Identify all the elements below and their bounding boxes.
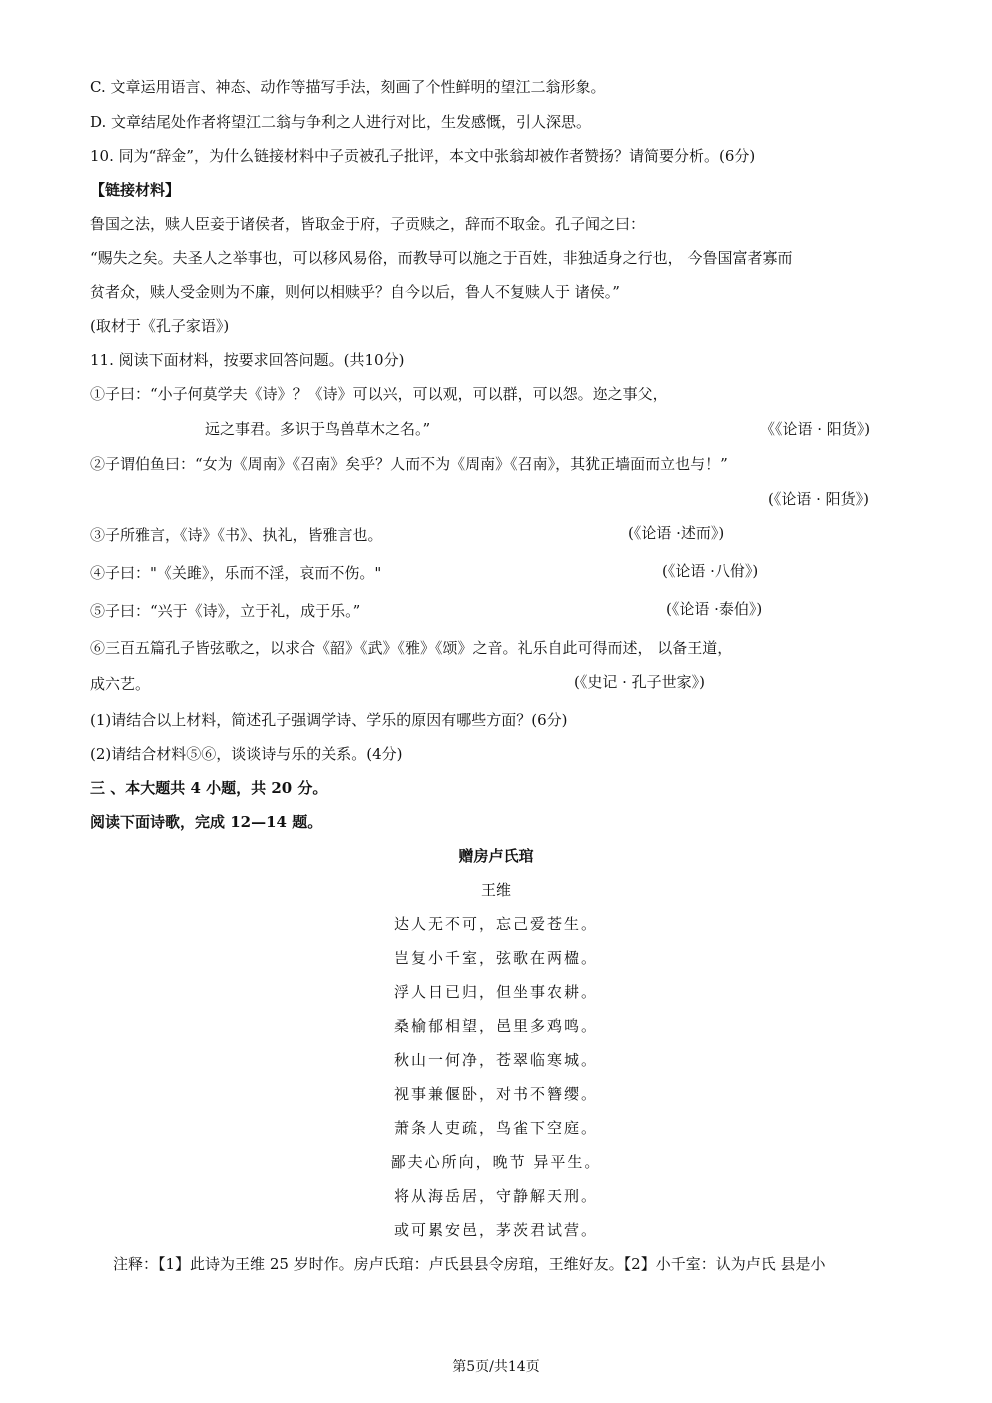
material-line: 鲁国之法，赎人臣妾于诸侯者，皆取金于府，子贡赎之，辞而不取金。孔子闻之曰： (90, 215, 646, 233)
material-1-line-1: ①子曰：“小子何莫学夫《诗》？《诗》可以兴，可以观，可以群，可以怨。迩之事父， (90, 385, 668, 403)
material-4: ④子曰："《关雎》，乐而不淫，哀而不伤。" (90, 564, 382, 582)
material-1-line-2: 远之事君。多识于鸟兽草木之名。” (205, 420, 431, 438)
material-4-source: (《论语 ·八佾》) (662, 562, 759, 580)
subquestion-1: (1)请结合以上材料，简述孔子强调学诗、学乐的原因有哪些方面？(6分) (90, 711, 568, 729)
subquestion-2: (2)请结合材料⑤⑥，谈谈诗与乐的关系。(4分) (90, 745, 403, 763)
poem-author: 王维 (480, 881, 511, 899)
page-number: 第5页/共14页 (452, 1359, 540, 1375)
material-6-line-1: ⑥三百五篇孔子皆弦歌之，以求合《韶》《武》《雅》《颂》之音。礼乐自此可得而述， 以备王道， (90, 639, 733, 657)
poem-note: 注释：【1】此诗为王维 25 岁时作。房卢氏琯：卢氏县县令房琯，王维好友。【2】小千室：认为卢氏 县是小 (113, 1255, 826, 1273)
material-3-source: (《论语 ·述而》) (628, 524, 725, 542)
material-3: ③子所雅言，《诗》《书》、执礼，皆雅言也。 (90, 526, 383, 544)
poem-line: 浮人日已归，但坐事农耕。 (393, 983, 598, 1001)
material-5: ⑤子曰：“兴于《诗》，立于礼，成于乐。” (90, 602, 361, 620)
poem-line: 视事兼偃卧，对书不簪缨。 (393, 1085, 598, 1103)
material-heading: 【链接材料】 (90, 181, 181, 199)
material-2: ②子谓伯鱼曰：“女为《周南》《召南》矣乎？人而不为《周南》《召南》，其犹正墙面而立也与！” (90, 455, 728, 473)
poem-line: 桑榆郁相望，邑里多鸡鸣。 (393, 1017, 598, 1035)
poem-line: 达人无不可，忘己爱苍生。 (393, 915, 598, 933)
material-line: “赐失之矣。夫圣人之举事也，可以移风易俗，而教导可以施之于百姓，非独适身之行也， 今鲁国富者寡而 (90, 249, 793, 267)
poem-line: 萧条人吏疏，鸟雀下空庭。 (393, 1119, 598, 1137)
section-heading: 三 、本大题共 4 小题，共 20 分。 (90, 779, 328, 797)
material-line: 贫者众，赎人受金则为不廉，则何以相赎乎？自今以后，鲁人不复赎人于 诸侯。” (90, 283, 620, 301)
poem-title: 赠房卢氏琯 (458, 847, 534, 865)
option-c: C. 文章运用语言、神态、动作等描写手法，刻画了个性鲜明的望江二翁形象。 (90, 78, 606, 96)
material-2-source: (《论语 · 阳货》) (768, 490, 870, 508)
poem-line: 秋山一何净，苍翠临寒城。 (393, 1051, 598, 1069)
section-instruction: 阅读下面诗歌，完成 12—14 题。 (90, 813, 323, 831)
material-5-source: (《论语 ·泰伯》) (666, 600, 763, 618)
material-6-source: (《史记 · 孔子世家》) (574, 673, 706, 691)
material-source: (取材于《孔子家语》) (90, 317, 230, 335)
poem-line: 或可累安邑，茅茨君试营。 (393, 1221, 598, 1239)
material-1-source: 《《论语 · 阳货》) (760, 420, 871, 438)
option-d: D. 文章结尾处作者将望江二翁与争利之人进行对比，生发感慨，引人深思。 (90, 113, 592, 131)
poem-line: 鄙夫心所向，晚节 异平生。 (390, 1153, 602, 1171)
poem-line: 将从海岳居，守静解天刑。 (393, 1187, 598, 1205)
question-10: 10. 同为“辞金”，为什么链接材料中子贡被孔子批评，本文中张翁却被作者赞扬？请简要分析。(6分) (90, 147, 756, 165)
material-6-line-2: 成六艺。 (90, 675, 151, 693)
question-11: 11. 阅读下面材料，按要求回答问题。(共10分) (90, 351, 405, 369)
poem-line: 岂复小千室，弦歌在两楹。 (393, 949, 598, 967)
